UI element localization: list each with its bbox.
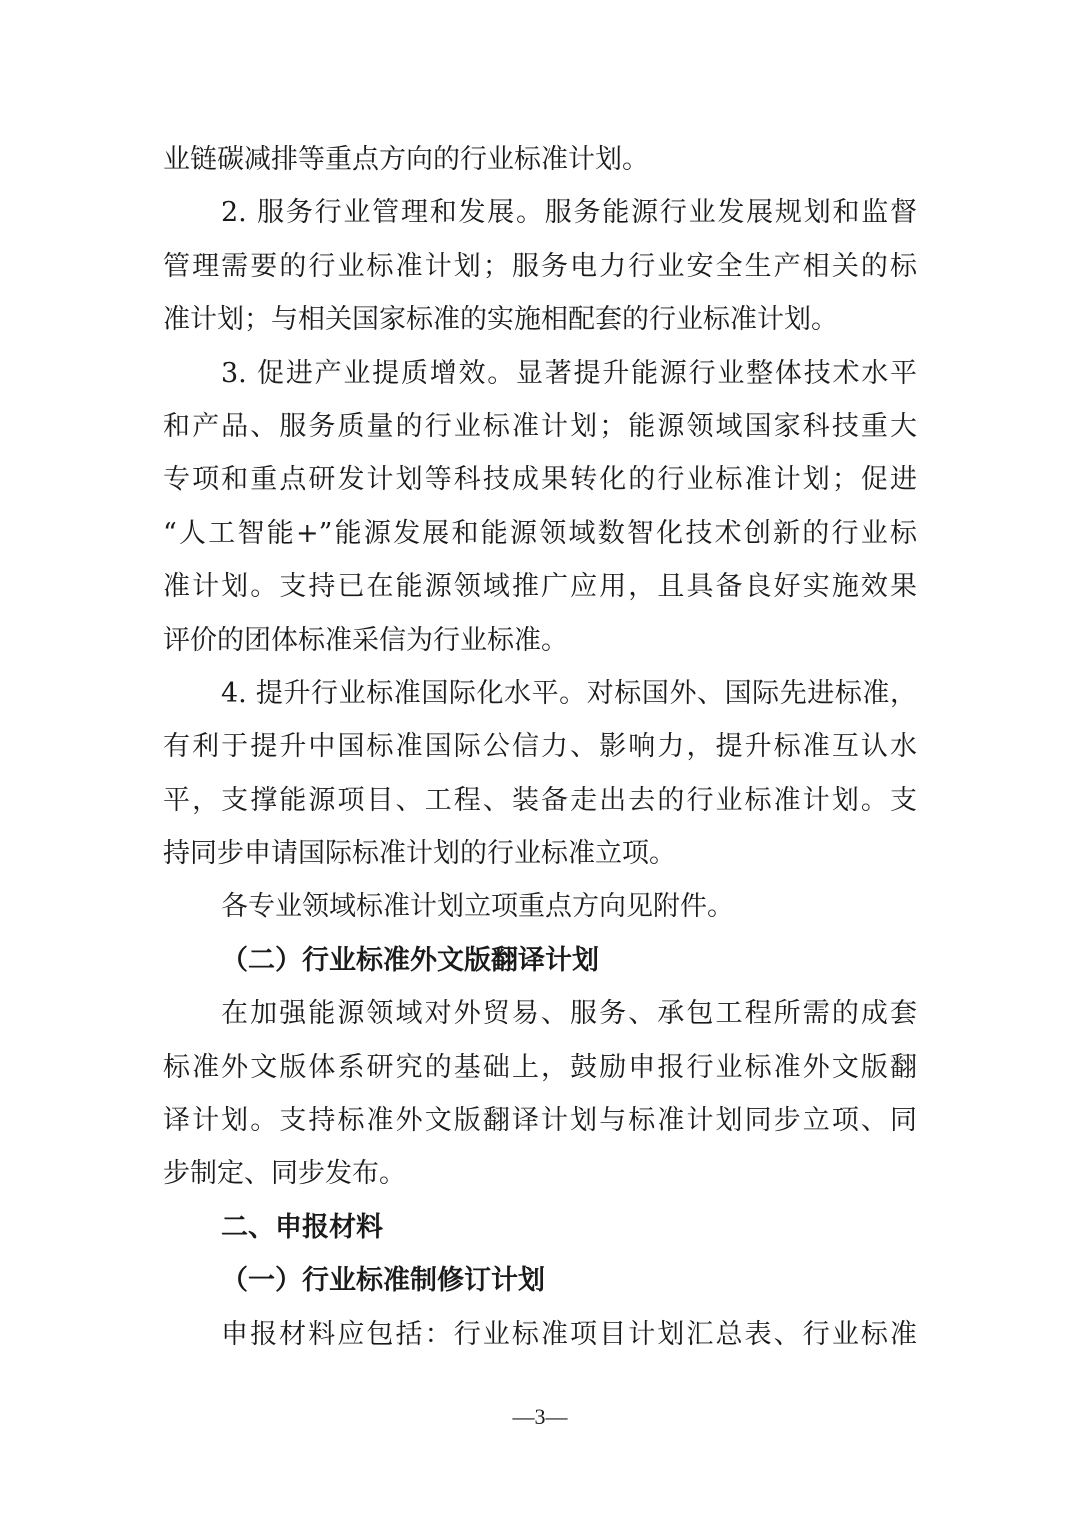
page-number: —3—	[512, 1404, 568, 1429]
paragraph-line: 4. 提升行业标准国际化水平。对标国外、国际先进标准，	[221, 677, 917, 709]
paragraph-line: 3. 促进产业提质增效。显著提升能源行业整体技术水平	[221, 357, 917, 389]
section-heading: （一）行业标准制修订计划	[221, 1265, 545, 1297]
paragraph-line: 专项和重点研发计划等科技成果转化的行业标准计划；促进	[163, 464, 917, 496]
paragraph-line: 持同步申请国际标准计划的行业标准立项。	[163, 838, 676, 870]
paragraph-line: 准计划；与相关国家标准的实施相配套的行业标准计划。	[163, 304, 838, 336]
paragraph-line: 步制定、同步发布。	[163, 1158, 406, 1190]
paragraph-line: 2. 服务行业管理和发展。服务能源行业发展规划和监督	[221, 197, 917, 229]
paragraph-line: 有利于提升中国标准国际公信力、影响力，提升标准互认水	[163, 731, 917, 763]
paragraph-line: 平，支撑能源项目、工程、装备走出去的行业标准计划。支	[163, 784, 917, 816]
paragraph-line: 译计划。支持标准外文版翻译计划与标准计划同步立项、同	[163, 1105, 917, 1137]
paragraph-line: 在加强能源领域对外贸易、服务、承包工程所需的成套	[221, 998, 917, 1030]
paragraph-line: 和产品、服务质量的行业标准计划；能源领域国家科技重大	[163, 410, 917, 442]
paragraph-line: “人工智能+”能源发展和能源领域数智化技术创新的行业标	[163, 517, 917, 549]
paragraph-line: 业链碳减排等重点方向的行业标准计划。	[163, 144, 649, 175]
paragraph-line: 各专业领域标准计划立项重点方向见附件。	[221, 891, 734, 923]
paragraph-line: 评价的团体标准采信为行业标准。	[163, 624, 568, 656]
paragraph-line: 申报材料应包括：行业标准项目计划汇总表、行业标准	[221, 1318, 917, 1350]
paragraph-line: 标准外文版体系研究的基础上，鼓励申报行业标准外文版翻	[163, 1051, 917, 1083]
section-heading: （二）行业标准外文版翻译计划	[221, 944, 599, 976]
body-text	[163, 133, 917, 1361]
paragraph-line: 管理需要的行业标准计划；服务电力行业安全生产相关的标	[163, 250, 917, 282]
section-heading: 二、申报材料	[221, 1211, 383, 1243]
paragraph-line: 准计划。支持已在能源领域推广应用，且具备良好实施效果	[163, 571, 917, 603]
